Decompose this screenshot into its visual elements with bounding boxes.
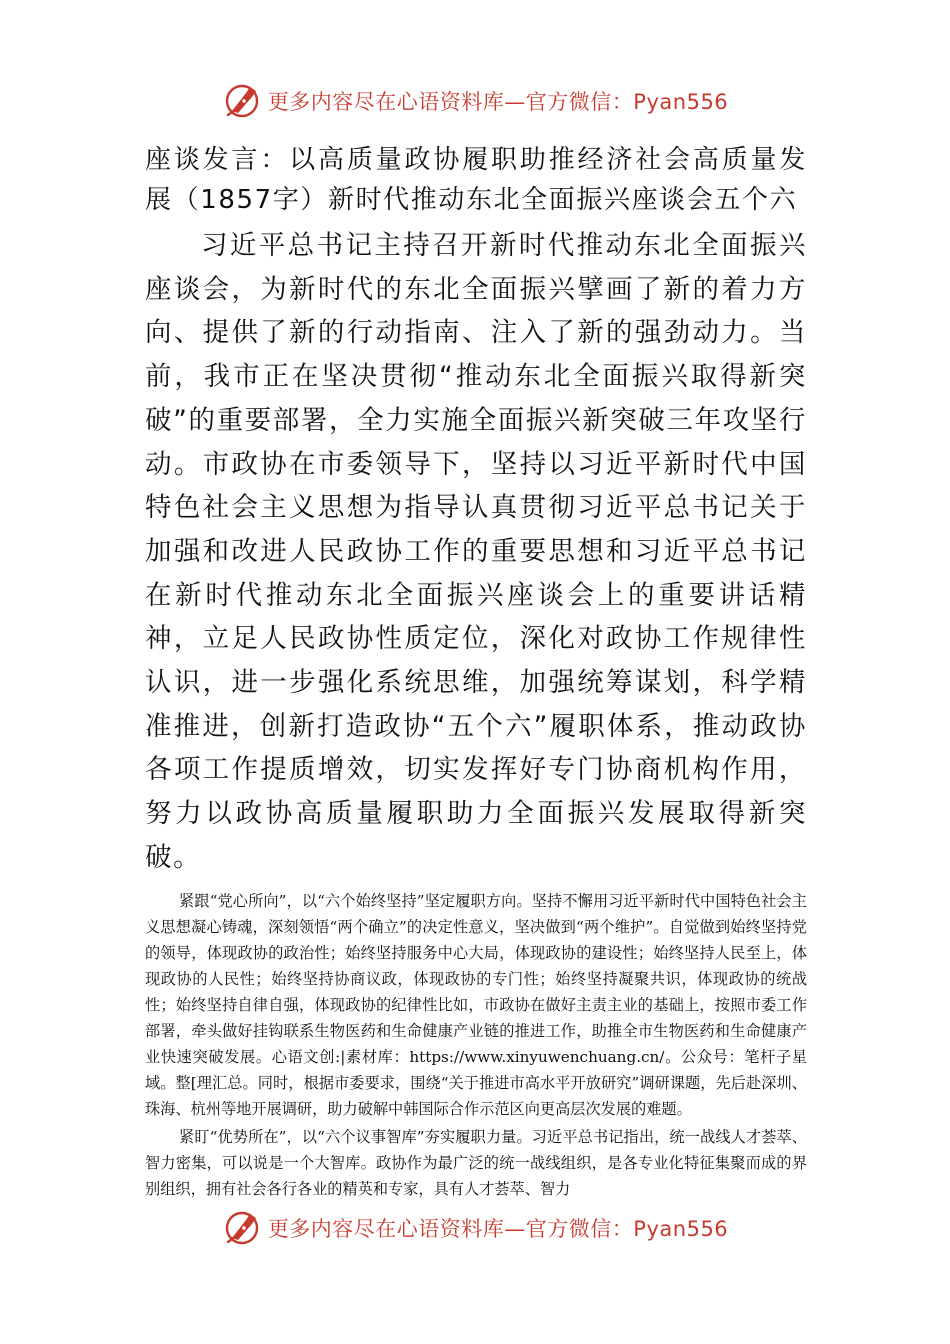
watermark-text: 更多内容尽在心语资料库—官方微信：Pyan556	[267, 1217, 729, 1241]
body-paragraph: 紧跟“党心所向”，以“六个始终坚持”坚定履职方向。坚持不懈用习近平新时代中国特色社会主义思想凝心铸魂，深刻领悟“两个确立”的决定性意义，坚决做到“两个维护”。自觉做到始终坚持党的领导，体现政协的政治性；始终坚持服务中心大局，体现政协的建设性；始终坚持人民至上，体现政协的人民性；始终坚持协商议政，体现政协的专门性；始终坚持凝聚共识，体现政协的统战性；始终坚持自律自强，体现政协的纪律性比如，市政协在做好主责主业的基础上，按照市委工作部署，牵头做好挂钩联系生物医药和生命健康产业链的推进工作，助推全市生物医药和生命健康产业快速突破发展。心语文创:|素材库：https://www.xinyuwenchuang.cn/。公众号：笔杆子星域。整[理汇总。同时，根据市委要求，围绕“关于推进市高水平开放研究”调研课题，先后赴深圳、珠海、杭州等地开展调研，助力破解中韩国际合作示范区向更高层次发展的难题。	[145, 891, 807, 1118]
header-watermark-banner	[0, 76, 950, 126]
pen-nib-logo-icon	[222, 1208, 262, 1248]
footer-watermark-banner	[0, 1203, 950, 1253]
watermark-text: 更多内容尽在心语资料库—官方微信：Pyan556	[267, 90, 729, 114]
lead-paragraph: 习近平总书记主持召开新时代推动东北全面振兴座谈会，为新时代的东北全面振兴擘画了新的着力方向、提供了新的行动指南、注入了新的强劲动力。当前，我市正在坚决贯彻“推动东北全面振兴取得新突破”的重要部署，全力实施全面振兴新突破三年攻坚行动。市政协在市委领导下，坚持以习近平新时代中国特色社会主义思想为指导认真贯彻习近平总书记关于加强和改进人民政协工作的重要思想和习近平总书记在新时代推动东北全面振兴座谈会上的重要讲话精神，立足人民政协性质定位，深化对政协工作规律性认识，进一步强化系统思维，加强统筹谋划，科学精准推进，创新打造政协“五个六”履职体系，推动政协各项工作提质增效，切实发挥好专门协商机构作用，努力以政协高质量履职助力全面振兴发展取得新突破。	[145, 230, 807, 873]
body-paragraph: 紧盯“优势所在”，以“六个议事智库”夯实履职力量。习近平总书记指出，统一战线人才荟萃、智力密集，可以说是一个大智库。政协作为最广泛的统一战线组织，是各专业化特征集聚而成的界别组织，拥有社会各行各业的精英和专家，具有人才荟萃、智力	[145, 1127, 807, 1198]
document-body	[145, 140, 807, 1202]
document-title: 座谈发言：以高质量政协履职助推经济社会高质量发展（1857字）新时代推动东北全面振兴座谈会五个六	[145, 145, 807, 215]
pen-nib-logo-icon	[222, 81, 262, 121]
